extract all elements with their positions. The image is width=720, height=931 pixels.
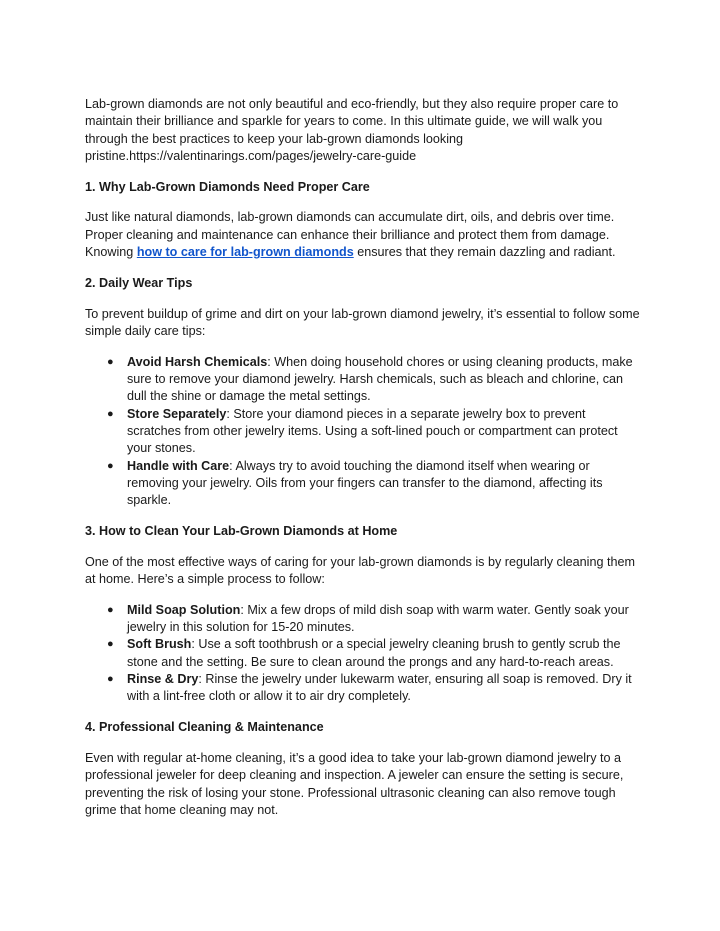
list-item-text: : Rinse the jewelry under lukewarm water, ensuring all soap is removed. Dry it with a lint-free cloth or allow it to air dry completely. (127, 672, 632, 704)
list-item (107, 671, 640, 706)
section-4-heading: 4. Professional Cleaning & Maintenance (85, 720, 324, 735)
bullet-icon: ● (107, 459, 114, 472)
care-guide-link[interactable]: how to care for lab-grown diamonds (136, 245, 354, 260)
section-1-heading: 1. Why Lab-Grown Diamonds Need Proper Care (85, 179, 370, 194)
list-item (107, 406, 640, 458)
list-item-text: : Store your diamond pieces in a separate jewelry box to prevent scratches from other jewelry items. Using a soft-lined pouch or compartment can protect your stones. (127, 406, 618, 456)
section-4-paragraph: Even with regular at-home cleaning, it’s a good idea to take your lab-grown diamond jewelry to a professional jeweler for deep cleaning and inspection. A jeweler can ensure the setting is secure, preventing the risk of losing your stone. Professional ultrasonic cleaning can also remove tough grime that home cleaning may not. (85, 750, 624, 817)
cleaning-steps-list (85, 602, 640, 706)
section-3-intro: One of the most effective ways of caring for your lab-grown diamonds is by regularly cleaning them at home. Here’s a simple process to follow: (85, 554, 635, 587)
list-item-title: Avoid Harsh Chemicals (127, 354, 268, 369)
bullet-icon: ● (107, 407, 114, 420)
section-2-heading: 2. Daily Wear Tips (85, 275, 193, 290)
list-item-text: : Always try to avoid touching the diamond itself when wearing or removing your jewelry. Oils from your fingers can transfer to the diamond, affecting its sparkle. (127, 458, 603, 508)
list-item-title: Handle with Care (127, 458, 230, 473)
list-item-text: : When doing household chores or using cleaning products, make sure to remove your diamond jewelry. Harsh chemicals, such as bleach and chlorine, can dull the shine or damage the metal settings. (127, 354, 633, 404)
bullet-icon: ● (107, 355, 114, 368)
list-item (107, 636, 640, 671)
list-item (107, 602, 640, 637)
list-item-title: Rinse & Dry (127, 672, 199, 687)
section-1-paragraph (85, 209, 640, 261)
list-item (107, 458, 640, 510)
list-item-title: Soft Brush (127, 637, 192, 652)
intro-paragraph: Lab-grown diamonds are not only beautiful and eco-friendly, but they also require proper care to maintain their brilliance and sparkle for years to come. In this ultimate guide, we will walk you through the best practices to keep your lab-grown diamonds looking pristine.https://valentinarings.com/pages/jewelry-care-guide (85, 97, 619, 163)
list-item-text: : Mix a few drops of mild dish soap with warm water. Gently soak your jewelry in this solution for 15-20 minutes. (127, 602, 629, 635)
section-2-intro: To prevent buildup of grime and dirt on your lab-grown diamond jewelry, it’s essential to follow some simple daily care tips: (85, 306, 640, 338)
section-1-text-before: Just like natural diamonds, lab-grown diamonds can accumulate dirt, oils, and debris over time. Proper cleaning and maintenance can enhance their brilliance and protect them from damage. Knowing (85, 210, 615, 260)
bullet-icon: ● (107, 638, 114, 651)
list-item (107, 354, 640, 406)
section-3-heading: 3. How to Clean Your Lab-Grown Diamonds at Home (85, 523, 398, 538)
list-item-title: Store Separately (127, 406, 227, 421)
daily-tips-list (85, 354, 640, 510)
bullet-icon: ● (107, 603, 114, 616)
section-1-text-after: ensures that they remain dazzling and radiant. (353, 245, 616, 260)
list-item-text: : Use a soft toothbrush or a special jewelry cleaning brush to gently scrub the stone and the setting. Be sure to clean around the prongs and any hard-to-reach areas. (127, 637, 621, 669)
list-item-title: Mild Soap Solution (127, 602, 241, 617)
bullet-icon: ● (107, 673, 114, 686)
